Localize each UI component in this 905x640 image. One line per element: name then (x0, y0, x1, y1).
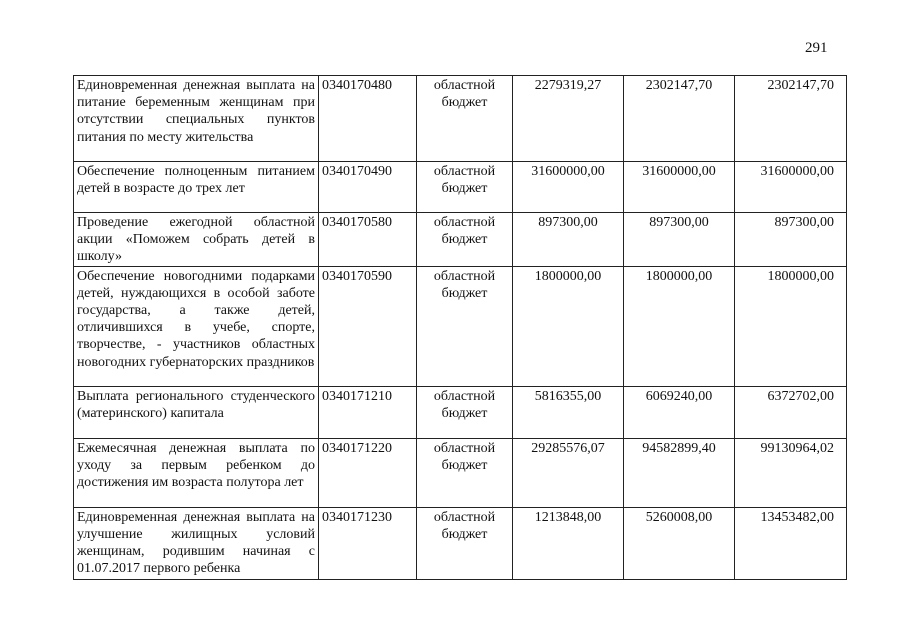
budget-code: 0340170480 (319, 76, 417, 162)
measure-name: Обеспечение новогодними подарками детей, нуждающихся в особой заботе государства, а также детей, отличившихся в учебе, спорте, творчестве, - участников областных новогодних губернаторских праздников (74, 266, 319, 386)
amount-year-3: 99130964,02 (735, 438, 847, 507)
amount-year-1: 2279319,27 (513, 76, 624, 162)
amount-year-2: 5260008,00 (624, 507, 735, 579)
funding-source: областной бюджет (417, 266, 513, 386)
amount-year-1: 31600000,00 (513, 162, 624, 213)
budget-code: 0340170590 (319, 266, 417, 386)
table-row (74, 76, 847, 162)
measure-name: Ежемесячная денежная выплата по уходу за первым ребенком до достижения им возраста полутора лет (74, 438, 319, 507)
budget-code: 0340171230 (319, 507, 417, 579)
measure-name: Единовременная денежная выплата на питание беременным женщинам при отсутствии специальных пунктов питания по месту жительства (74, 76, 319, 162)
table-row (74, 162, 847, 213)
funding-source: областной бюджет (417, 76, 513, 162)
amount-year-2: 2302147,70 (624, 76, 735, 162)
measure-name: Единовременная денежная выплата на улучшение жилищных условий женщинам, родившим начиная с 01.07.2017 первого ребенка (74, 507, 319, 579)
funding-source: областной бюджет (417, 162, 513, 213)
budget-code: 0340171220 (319, 438, 417, 507)
funding-source: областной бюджет (417, 507, 513, 579)
amount-year-2: 94582899,40 (624, 438, 735, 507)
page-number: 291 (805, 40, 828, 56)
table-row (74, 507, 847, 579)
budget-code: 0340170580 (319, 213, 417, 267)
amount-year-1: 29285576,07 (513, 438, 624, 507)
measure-name: Выплата регионального студенческого (материнского) капитала (74, 386, 319, 438)
measure-name: Проведение ежегодной областной акции «Поможем собрать детей в школу» (74, 213, 319, 267)
amount-year-3: 13453482,00 (735, 507, 847, 579)
amount-year-1: 1800000,00 (513, 266, 624, 386)
amount-year-3: 31600000,00 (735, 162, 847, 213)
budget-table (73, 75, 847, 580)
amount-year-2: 6069240,00 (624, 386, 735, 438)
table-row (74, 213, 847, 267)
amount-year-2: 31600000,00 (624, 162, 735, 213)
funding-source: областной бюджет (417, 438, 513, 507)
funding-source: областной бюджет (417, 386, 513, 438)
budget-code: 0340170490 (319, 162, 417, 213)
table-row (74, 266, 847, 386)
budget-code: 0340171210 (319, 386, 417, 438)
amount-year-2: 1800000,00 (624, 266, 735, 386)
table-row (74, 386, 847, 438)
amount-year-3: 1800000,00 (735, 266, 847, 386)
measure-name: Обеспечение полноценным питанием детей в возрасте до трех лет (74, 162, 319, 213)
amount-year-1: 5816355,00 (513, 386, 624, 438)
table-row (74, 438, 847, 507)
funding-source: областной бюджет (417, 213, 513, 267)
amount-year-1: 897300,00 (513, 213, 624, 267)
amount-year-1: 1213848,00 (513, 507, 624, 579)
amount-year-3: 897300,00 (735, 213, 847, 267)
amount-year-2: 897300,00 (624, 213, 735, 267)
amount-year-3: 2302147,70 (735, 76, 847, 162)
amount-year-3: 6372702,00 (735, 386, 847, 438)
